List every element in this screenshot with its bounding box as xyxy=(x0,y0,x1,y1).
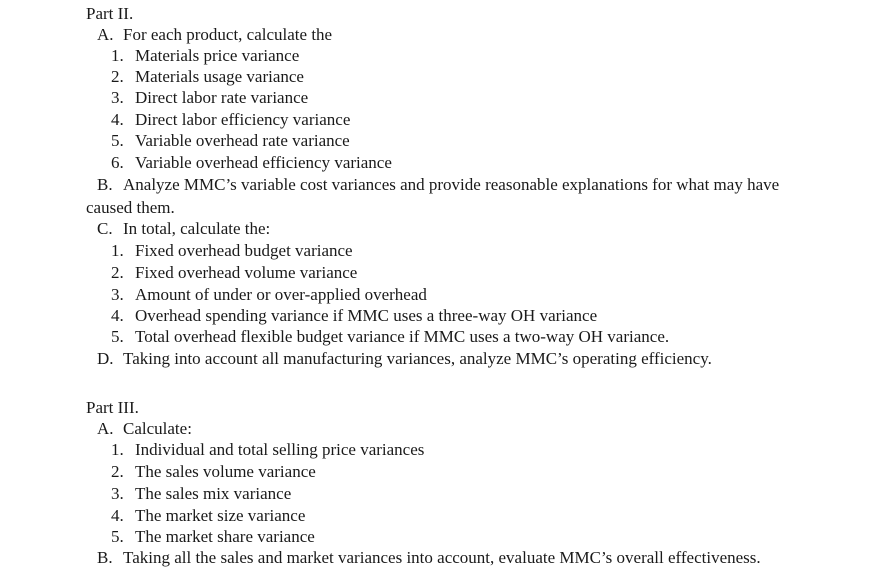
item-text: Total overhead flexible budget variance if MMC uses a two-way OH variance. xyxy=(135,327,670,346)
item-marker: 4. xyxy=(111,506,124,525)
part-2-a-item-2 xyxy=(111,67,304,87)
part-3-b-text: Taking all the sales and market variances into account, evaluate MMC’s overall effectiveness. xyxy=(123,548,761,567)
item-text: Individual and total selling price variances xyxy=(135,440,425,459)
item-marker: 2. xyxy=(111,67,124,86)
item-text: Materials price variance xyxy=(135,46,300,65)
part-3-heading-text: Part III. xyxy=(86,398,139,417)
item-marker: 1. xyxy=(111,46,124,65)
part-2-b xyxy=(97,175,779,195)
item-text: Direct labor rate variance xyxy=(135,88,309,107)
part-3-b xyxy=(97,548,761,568)
part-2-d-text: Taking into account all manufacturing variances, analyze MMC’s operating efficiency. xyxy=(123,349,712,368)
item-text: Fixed overhead volume variance xyxy=(135,263,358,282)
part-2-c-item-5 xyxy=(111,327,669,347)
item-text: Materials usage variance xyxy=(135,67,304,86)
part-2-b-text-line-2: caused them. xyxy=(86,198,175,217)
item-marker: 6. xyxy=(111,153,124,172)
part-2-c-item-1 xyxy=(111,241,353,261)
part-3-a xyxy=(97,419,192,439)
item-marker: 2. xyxy=(111,263,124,282)
part-2-c-item-2 xyxy=(111,263,357,283)
part-2-a-item-1 xyxy=(111,46,299,66)
item-text: Amount of under or over-applied overhead xyxy=(135,285,427,304)
part-2-a-marker: A. xyxy=(97,25,114,44)
part-2-a-text: For each product, calculate the xyxy=(123,25,333,44)
item-marker: 3. xyxy=(111,484,124,503)
item-text: Overhead spending variance if MMC uses a three-way OH variance xyxy=(135,306,598,325)
item-marker: 5. xyxy=(111,131,124,150)
item-marker: 4. xyxy=(111,110,124,129)
part-2-a-item-6 xyxy=(111,153,392,173)
item-text: Direct labor efficiency variance xyxy=(135,110,351,129)
item-marker: 3. xyxy=(111,285,124,304)
part-2-c-marker: C. xyxy=(97,219,113,238)
part-3-a-item-3 xyxy=(111,484,291,504)
item-text: The sales volume variance xyxy=(135,462,316,481)
item-marker: 1. xyxy=(111,440,124,459)
item-marker: 5. xyxy=(111,327,124,346)
part-3-heading xyxy=(86,398,139,418)
part-2-b-text-line-1: Analyze MMC’s variable cost variances and provide reasonable explanations for what may have xyxy=(123,175,780,194)
item-marker: 1. xyxy=(111,241,124,260)
item-marker: 4. xyxy=(111,306,124,325)
part-2-c-item-4 xyxy=(111,306,597,326)
part-3-a-item-2 xyxy=(111,462,316,482)
item-marker: 5. xyxy=(111,527,124,546)
part-2-heading-text: Part II. xyxy=(86,4,134,23)
item-text: Fixed overhead budget variance xyxy=(135,241,353,260)
item-text: Variable overhead rate variance xyxy=(135,131,350,150)
part-2-b-marker: B. xyxy=(97,175,113,194)
part-3-b-marker: B. xyxy=(97,548,113,567)
part-2-d xyxy=(97,349,712,369)
part-2-a-item-5 xyxy=(111,131,350,151)
item-marker: 3. xyxy=(111,88,124,107)
part-2-a-item-3 xyxy=(111,88,308,108)
item-text: The sales mix variance xyxy=(135,484,292,503)
item-text: The market size variance xyxy=(135,506,306,525)
part-2-c-item-3 xyxy=(111,285,427,305)
part-2-c xyxy=(97,219,270,239)
part-3-a-item-1 xyxy=(111,440,424,460)
part-2-c-text: In total, calculate the: xyxy=(123,219,271,238)
item-text: Variable overhead efficiency variance xyxy=(135,153,392,172)
part-3-a-item-5 xyxy=(111,527,315,547)
part-2-a xyxy=(97,25,332,45)
item-text: The market share variance xyxy=(135,527,315,546)
part-2-b-continued xyxy=(86,198,175,218)
part-2-d-marker: D. xyxy=(97,349,114,368)
part-3-a-item-4 xyxy=(111,506,305,526)
part-2-a-item-4 xyxy=(111,110,350,130)
part-3-a-marker: A. xyxy=(97,419,114,438)
part-3-a-text: Calculate: xyxy=(123,419,192,438)
part-2-heading xyxy=(86,4,133,24)
item-marker: 2. xyxy=(111,462,124,481)
